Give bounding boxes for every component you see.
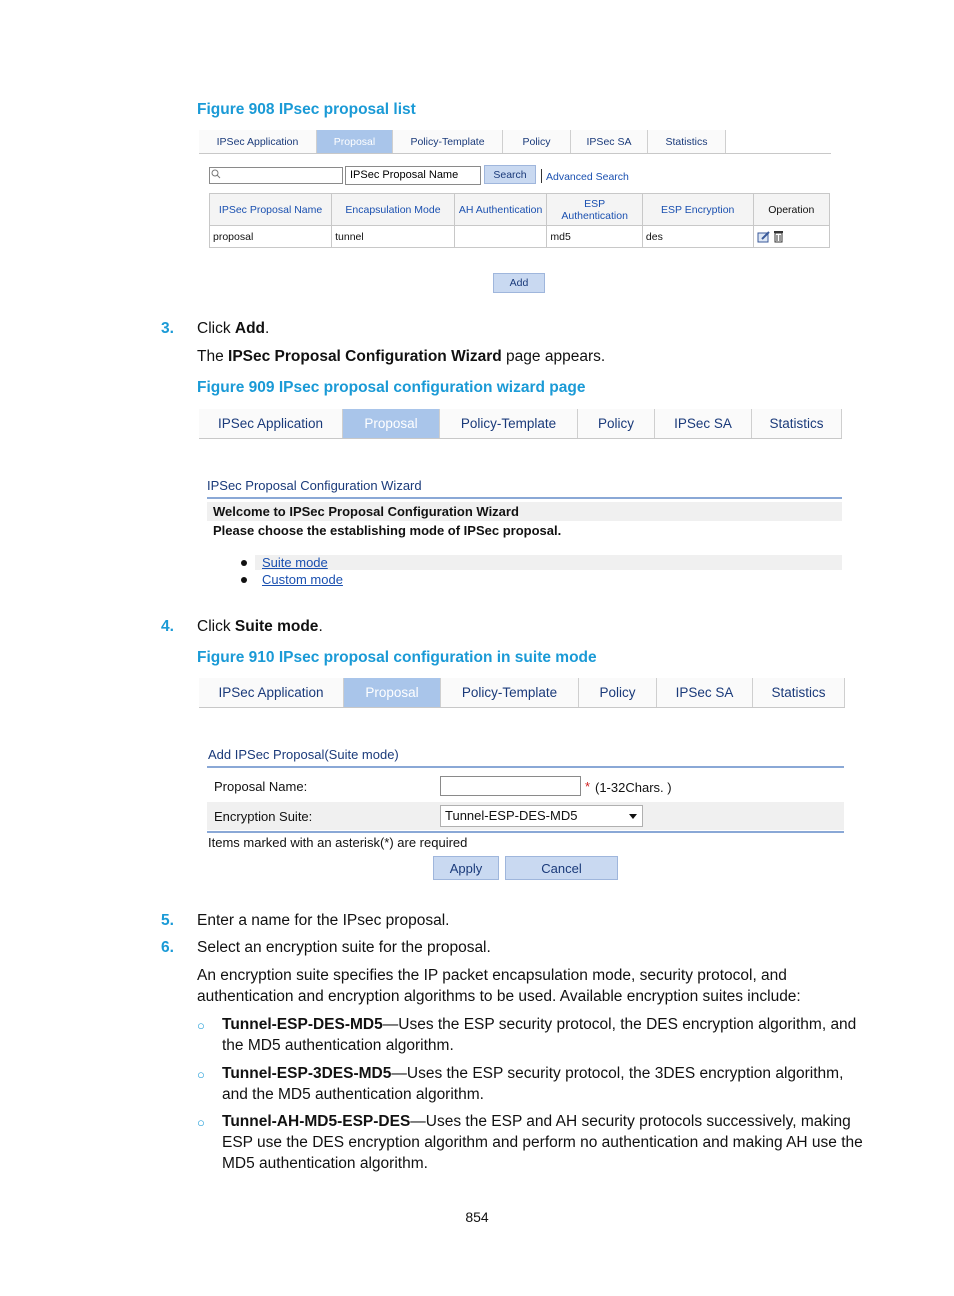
- wizard-title: IPSec Proposal Configuration Wizard: [207, 478, 422, 493]
- table-cell: des: [642, 226, 753, 248]
- form-top-rule: [207, 766, 844, 768]
- tab-proposal[interactable]: Proposal: [344, 678, 441, 707]
- divider: [541, 169, 542, 183]
- tab-ipsec-sa[interactable]: IPSec SA: [571, 130, 648, 153]
- tabbar-908: [199, 130, 831, 154]
- figure-908-caption: Figure 908 IPsec proposal list: [197, 101, 416, 118]
- suite-item: Tunnel-ESP-DES-MD5—Uses the ESP security protocol, the DES encryption algorithm, and the MD5 authentication algorithm.: [222, 1016, 857, 1054]
- col-header[interactable]: ESP Authentication: [547, 194, 643, 226]
- search-input[interactable]: [209, 167, 343, 184]
- tab-ipsec-sa[interactable]: IPSec SA: [655, 409, 752, 438]
- table-cell: tunnel: [332, 226, 455, 248]
- magnifier-icon: [211, 169, 221, 179]
- sub-bullet-icon: ○: [197, 1067, 205, 1082]
- proposal-name-hint: (1-32Chars. ): [595, 780, 672, 795]
- form-title: Add IPSec Proposal(Suite mode): [208, 747, 399, 762]
- table-row: [210, 226, 830, 248]
- suite-item: Tunnel-ESP-3DES-MD5—Uses the ESP security protocol, the 3DES encryption algorithm, and the MD5 authentication algorithm.: [222, 1065, 844, 1103]
- apply-button[interactable]: Apply: [433, 856, 499, 880]
- step-5-text: Enter a name for the IPsec proposal.: [197, 912, 450, 929]
- suites-intro-line1: An encryption suite specifies the IP packet encapsulation mode, security protocol, and: [197, 967, 787, 984]
- tab-statistics[interactable]: Statistics: [648, 130, 726, 153]
- tab-statistics[interactable]: Statistics: [753, 678, 845, 707]
- step-number: 5.: [161, 912, 174, 929]
- advanced-search-link[interactable]: Advanced Search: [546, 171, 629, 183]
- step-number: 4.: [161, 618, 174, 635]
- tab-policy[interactable]: Policy: [503, 130, 571, 153]
- sub-bullet-icon: ○: [197, 1018, 205, 1033]
- cancel-button[interactable]: Cancel: [505, 856, 618, 880]
- encryption-suite-value: Tunnel-ESP-DES-MD5: [445, 808, 578, 823]
- tab-policy-template[interactable]: Policy-Template: [393, 130, 503, 153]
- required-note: Items marked with an asterisk(*) are required: [208, 835, 468, 850]
- table-cell: md5: [547, 226, 643, 248]
- tab-policy-template[interactable]: Policy-Template: [441, 678, 579, 707]
- suite-mode-band: [255, 555, 842, 570]
- encryption-suite-label: Encryption Suite:: [214, 809, 313, 824]
- step-number: 6.: [161, 939, 174, 956]
- figure-910-caption: Figure 910 IPsec proposal configuration in suite mode: [197, 649, 597, 666]
- form-bottom-rule: [207, 831, 844, 833]
- encryption-suite-select[interactable]: [440, 805, 643, 827]
- proposal-name-input[interactable]: [440, 776, 581, 796]
- col-header[interactable]: IPSec Proposal Name: [210, 194, 332, 226]
- operation-cell: [753, 226, 829, 248]
- suites-intro-line2: authentication and encryption algorithms to be used. Available encryption suites include:: [197, 988, 801, 1005]
- tabbar-910: [199, 678, 845, 708]
- suite-item: Tunnel-AH-MD5-ESP-DES—Uses the ESP and AH security protocols successively, making ESP use the DES encryption algorithm and perform no authentication and making AH use the MD5 authentication algorithm.: [222, 1113, 863, 1172]
- step-6-text: Select an encryption suite for the proposal.: [197, 939, 491, 956]
- chevron-down-icon: [629, 814, 637, 819]
- bullet: [241, 560, 247, 566]
- wizard-instruction: Please choose the establishing mode of IPSec proposal.: [213, 523, 562, 538]
- tab-policy[interactable]: Policy: [578, 409, 655, 438]
- step-3-text: Click Add.: [197, 320, 270, 337]
- step-number: 3.: [161, 320, 174, 337]
- tab-policy[interactable]: Policy: [579, 678, 657, 707]
- tab-statistics[interactable]: Statistics: [752, 409, 842, 438]
- search-field-select[interactable]: IPSec Proposal Name: [345, 166, 481, 185]
- trash-icon[interactable]: [773, 230, 784, 243]
- tab-proposal[interactable]: Proposal: [317, 130, 393, 153]
- wizard-title-rule: [207, 497, 842, 499]
- col-header[interactable]: AH Authentication: [454, 194, 547, 226]
- tab-ipsec-sa[interactable]: IPSec SA: [657, 678, 753, 707]
- tab-ipsec-application[interactable]: IPSec Application: [199, 130, 317, 153]
- col-header: Operation: [753, 194, 829, 226]
- proposal-name-label: Proposal Name:: [214, 779, 308, 794]
- step-4-text: Click Suite mode.: [197, 618, 323, 635]
- tab-policy-template[interactable]: Policy-Template: [440, 409, 578, 438]
- col-header[interactable]: ESP Encryption: [642, 194, 753, 226]
- wizard-welcome: Welcome to IPSec Proposal Configuration Wizard: [213, 504, 519, 519]
- edit-icon[interactable]: [757, 230, 771, 243]
- figure-909-caption: Figure 909 IPsec proposal configuration wizard page: [197, 379, 586, 396]
- proposal-table: [209, 193, 830, 248]
- sub-bullet-icon: ○: [197, 1115, 205, 1130]
- tab-ipsec-application[interactable]: IPSec Application: [199, 678, 344, 707]
- table-cell: [454, 226, 547, 248]
- tab-ipsec-application[interactable]: IPSec Application: [199, 409, 343, 438]
- col-header[interactable]: Encapsulation Mode: [332, 194, 455, 226]
- page-number: 854: [465, 1209, 489, 1225]
- tabbar-909: [199, 409, 842, 439]
- suite-mode-link[interactable]: Suite mode: [262, 555, 328, 570]
- add-button[interactable]: Add: [493, 273, 545, 293]
- search-button[interactable]: Search: [484, 165, 536, 184]
- table-cell: proposal: [210, 226, 332, 248]
- custom-mode-link[interactable]: Custom mode: [262, 572, 343, 587]
- step-3-result: The IPSec Proposal Configuration Wizard page appears.: [197, 348, 606, 365]
- table-header-row: [210, 194, 830, 226]
- bullet: [241, 577, 247, 583]
- required-asterisk: *: [585, 779, 591, 794]
- tab-proposal[interactable]: Proposal: [343, 409, 440, 438]
